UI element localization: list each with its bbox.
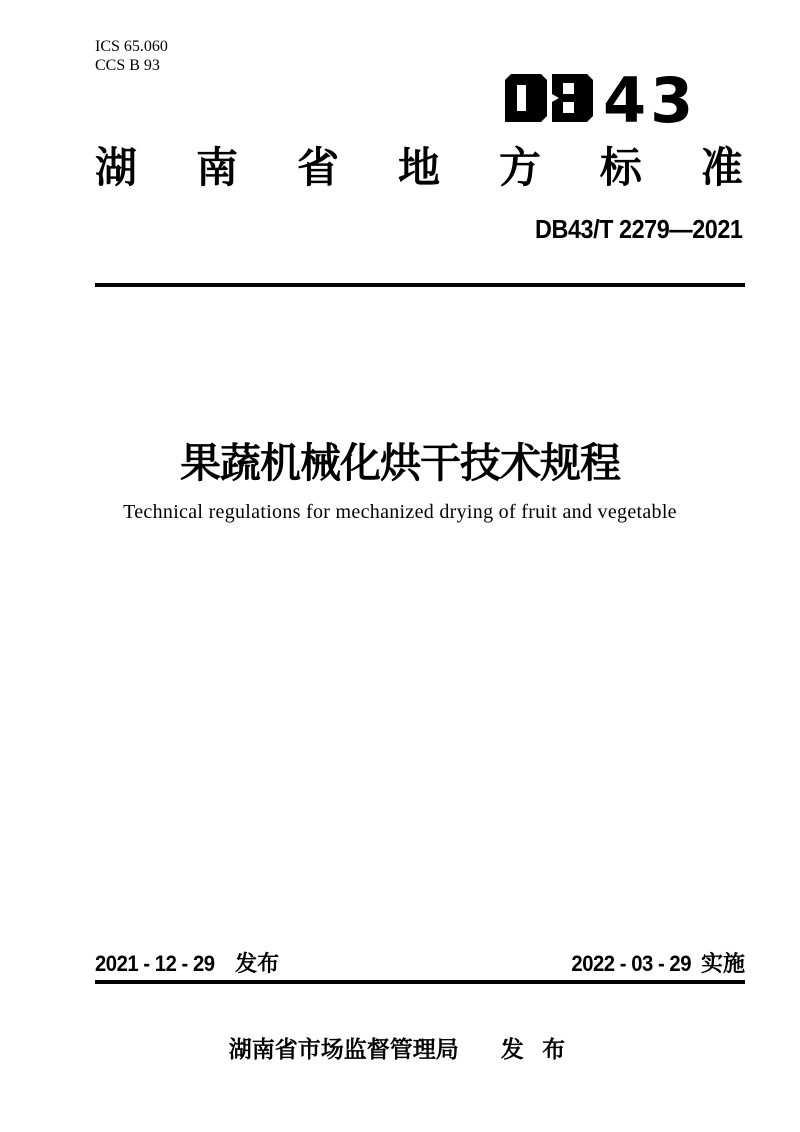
db-mark-icon bbox=[505, 74, 593, 122]
publish-action: 发 布 bbox=[500, 1036, 572, 1062]
issue-date-block bbox=[95, 951, 279, 977]
type-char: 准 bbox=[700, 144, 743, 191]
type-char: 标 bbox=[599, 144, 642, 191]
type-char: 省 bbox=[296, 144, 339, 191]
issue-date: 2021 - 12 - 29 bbox=[95, 951, 215, 976]
document-title-cn: 果蔬机械化烘干技术规程 bbox=[180, 440, 620, 486]
implementation-label: 实施 bbox=[700, 951, 745, 976]
dates-row bbox=[95, 951, 745, 977]
classification-codes bbox=[95, 37, 168, 75]
document-title-en: Technical regulations for mechanized drying of fruit and vegetable bbox=[123, 501, 677, 523]
standard-code: DB43/T 2279—2021 bbox=[534, 214, 742, 244]
ics-code: ICS 65.060 bbox=[95, 38, 168, 55]
type-char: 南 bbox=[195, 144, 238, 191]
issue-label: 发布 bbox=[235, 951, 280, 976]
top-divider bbox=[95, 283, 745, 287]
type-char: 湖 bbox=[95, 144, 138, 191]
type-char: 地 bbox=[397, 144, 440, 191]
ccs-code: CCS B 93 bbox=[95, 57, 160, 74]
db43-logo bbox=[505, 64, 698, 137]
publisher-name: 湖南省市场监督管理局 bbox=[228, 1036, 459, 1062]
standard-type-title bbox=[95, 146, 743, 190]
publisher-row bbox=[75, 1031, 725, 1064]
implementation-date: 2022 - 03 - 29 bbox=[571, 951, 691, 976]
region-number: 43 bbox=[603, 64, 698, 137]
bottom-divider bbox=[95, 980, 745, 984]
type-char: 方 bbox=[498, 144, 541, 191]
implementation-date-block bbox=[561, 951, 745, 977]
